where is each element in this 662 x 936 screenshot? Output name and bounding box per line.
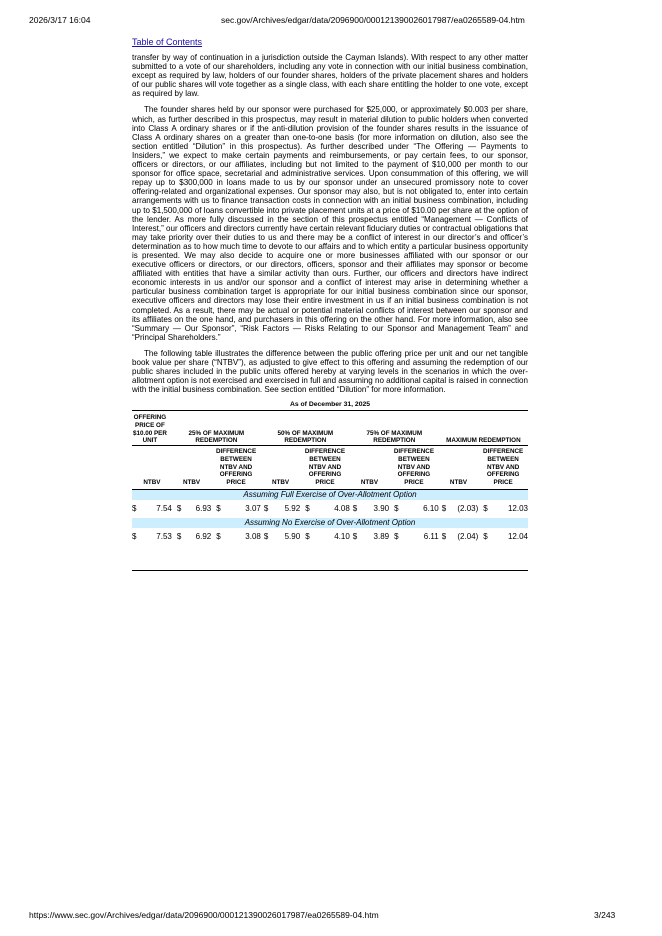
- currency-sign: $: [394, 531, 399, 541]
- paragraph-founder-shares: The founder shares held by our sponsor were purchased for $25,000, or approximately $0.003 per share, which, as further described in this prospectus, may result in material dilution to public holders when converted into Class A ordinary shares or if the anti-dilution provision of the founder shares results in the issuance of Class A ordinary shares on a greater than one-to-one basis (for more information on dilution, also see the section entitled “Dilution” in this prospectus). As further described under “The Offering — Payments to Insiders,” we expect to make certain payments and reimbursements, or pay certain fees, to our sponsor, officers or directors, or our affiliates, including but not limited to the payment of $10,000 per month to our sponsor for office space, secretarial and administrative services. Upon consummation of this offering, we will repay up to $300,000 in loans made to us by our sponsor under an unsecured promissory note to cover offering-related and organizational expenses. Our sponsor may also, but is not obligated to, enter into certain arrangements with us to finance transaction costs in connection with an initial business combination, including up to $1,500,000 of loans convertible into private placement units at a price of $10.00 per share at the option of the lender. As more fully discussed in the section of this prospectus entitled “Management — Conflicts of Interest,” our officers and directors currently have certain relevant fiduciary duties or contractual obligations that may take priority over their duties to us and there may be a conflict of interest in our director’s and officer’s determination as to how much time to devote to our affairs and to which entity a particular business opportunity is presented. We may also decide to acquire one or more businesses affiliated with our sponsor or our executive officers or directors, or our directors, officers, sponsor and their affiliates may sponsor or become affiliated with entities that have a similar activity than ours. Further, our officers and directors have indirect economic interests in us and/or our sponsor and a conflict of interest may arise in determining whether a particular business combination target is appropriate for our initial business combination since our sponsor, executive officers and directors may lose their entire investment in us if an initial business combination is not completed. As a result, there may be actual or potential material conflicts of interest between our sponsor and its affiliates on the one hand, and purchasers in this offering on the other hand. For more information, also see “Summary — Our Sponsor”, “Risk Factors — Risks Relating to our Sponsor and Management Team” and “Principal Shareholders.”: [132, 105, 528, 342]
- currency-sign: $: [216, 503, 221, 513]
- currency-sign: $: [441, 531, 447, 541]
- ntbv-50-value: 5.92: [284, 503, 301, 513]
- document-body: [132, 37, 528, 571]
- scenario-label-full: Assuming Full Exercise of Over-Allotment Option: [132, 489, 528, 500]
- col-ntbv-75: NTBV: [350, 446, 389, 490]
- diff-25-value: 3.08: [245, 531, 261, 541]
- ntbv-max-value: (2.03): [457, 503, 479, 513]
- currency-sign: $: [216, 531, 221, 541]
- ntbv-max-value: (2.04): [457, 531, 479, 541]
- diff-max-value: 12.03: [507, 503, 528, 513]
- browser-header-url: sec.gov/Archives/edgar/data/2096900/000121390026017987/ea0265589-04.htm: [221, 15, 525, 25]
- table-row: [132, 500, 528, 518]
- currency-sign: $: [394, 503, 399, 513]
- paragraph-ntbv-intro: The following table illustrates the difference between the public offering price per unit and our net tangible book value per share (“NTBV”), as adjusted to give effect to this offering and assuming the redemption of our public shares included in the public units offered hereby at varying levels in the scenarios in which the over-allotment option is not exercised and exercised in full and assuming no additional capital is raised in connection with the initial business combination. See section entitled “Dilution” for more information.: [132, 348, 528, 395]
- scenario-label-none: Assuming No Exercise of Over-Allotment Option: [132, 518, 528, 528]
- diff-25-value: 3.07: [245, 503, 261, 513]
- currency-sign: $: [263, 531, 269, 541]
- currency-sign: $: [305, 531, 310, 541]
- ntbv-25-value: 6.93: [195, 503, 212, 513]
- group-header-max: MAXIMUM REDEMPTION: [446, 437, 521, 445]
- diff-75-value: 6.10: [423, 503, 439, 513]
- browser-timestamp: 2026/3/17 16:04: [29, 15, 91, 25]
- col-diff-25: DIFFERENCE BETWEEN NTBV AND OFFERING PRICE: [211, 446, 261, 490]
- col-ntbv-max: NTBV: [439, 446, 479, 490]
- currency-sign: $: [441, 503, 447, 513]
- table-of-contents-link[interactable]: Table of Contents: [132, 37, 203, 47]
- currency-sign: $: [263, 503, 269, 513]
- ntbv-75-value: 3.89: [373, 531, 390, 541]
- currency-sign: $: [483, 503, 488, 513]
- diff-50-value: 4.08: [334, 503, 350, 513]
- col-diff-max: DIFFERENCE BETWEEN NTBV AND OFFERING PRICE: [478, 446, 528, 490]
- currency-sign: $: [483, 531, 488, 541]
- ntbv-offering-value: 7.53: [156, 531, 172, 541]
- currency-sign: $: [132, 531, 137, 541]
- currency-sign: $: [132, 503, 137, 513]
- group-header-75: 75% OF MAXIMUM REDEMPTION: [366, 429, 423, 445]
- table-row: [132, 528, 528, 546]
- currency-sign: $: [176, 503, 182, 513]
- col-ntbv-offering: NTBV: [132, 446, 172, 490]
- currency-sign: $: [305, 503, 310, 513]
- col-ntbv-50: NTBV: [261, 446, 300, 490]
- ntbv-25-value: 6.92: [195, 531, 212, 541]
- ntbv-50-value: 5.90: [284, 531, 301, 541]
- group-header-25: 25% OF MAXIMUM REDEMPTION: [188, 429, 245, 445]
- diff-75-value: 6.11: [423, 531, 439, 541]
- currency-sign: $: [176, 531, 182, 541]
- table-date-heading: As of December 31, 2025: [289, 401, 371, 409]
- diff-50-value: 4.10: [334, 531, 350, 541]
- currency-sign: $: [352, 503, 358, 513]
- ntbv-75-value: 3.90: [373, 503, 390, 513]
- ntbv-offering-value: 7.54: [156, 503, 172, 513]
- page-number: 3/243: [594, 910, 616, 920]
- diff-max-value: 12.04: [507, 531, 528, 541]
- browser-footer-url: https://www.sec.gov/Archives/edgar/data/2096900/000121390026017987/ea0265589-04.htm: [29, 910, 379, 920]
- col-ntbv-25: NTBV: [172, 446, 211, 490]
- offering-price-header: OFFERING PRICE OF $10.00 PER UNIT: [132, 414, 167, 445]
- col-diff-50: DIFFERENCE BETWEEN NTBV AND OFFERING PRICE: [300, 446, 350, 490]
- paragraph-voting: transfer by way of continuation in a jurisdiction outside the Cayman Islands). With respect to any other matter submitted to a vote of our shareholders, including any vote in connection with our initial business combination, except as required by law, holders of our founder shares, holders of the private placement shares and holders of our public shares will vote together as a single class, with each share entitling the holder to one vote, except as required by law.: [132, 53, 528, 99]
- group-header-50: 50% OF MAXIMUM REDEMPTION: [277, 429, 334, 445]
- col-diff-75: DIFFERENCE BETWEEN NTBV AND OFFERING PRICE: [389, 446, 439, 490]
- ntbv-table: [132, 410, 528, 570]
- currency-sign: $: [352, 531, 358, 541]
